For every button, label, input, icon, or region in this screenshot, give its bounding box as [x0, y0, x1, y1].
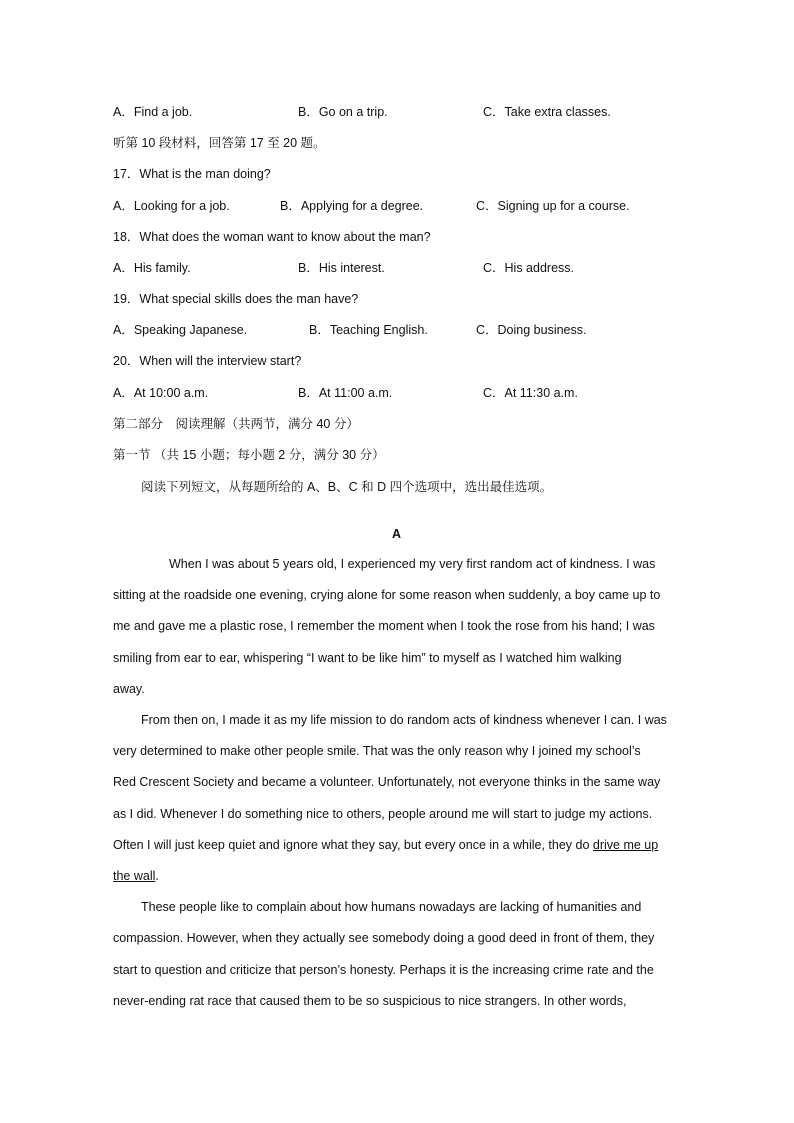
q18-stem: 18．What does the woman want to know about the man? — [113, 230, 431, 244]
q19-option-a: A．Speaking Japanese. — [113, 323, 248, 337]
p2-line-3: Red Crescent Society and became a volunteer. Unfortunately, not everyone thinks in the same way — [113, 775, 661, 790]
p2-line-1: From then on, I made it as my life mission to do random acts of kindness whenever I can. I was — [141, 713, 667, 728]
q20-option-a: A．At 10:00 a.m. — [113, 386, 209, 400]
p1-line-2: sitting at the roadside one evening, crying alone for some reason when suddenly, a boy came up to — [113, 588, 661, 603]
p1-line-1: When I was about 5 years old, I experienced my very first random act of kindness. I was — [169, 557, 656, 571]
p1-line-5: away. — [113, 681, 145, 696]
q18-option-b: B．His interest. — [298, 261, 385, 275]
passage-a-body — [113, 549, 681, 1017]
p3-line-2: compassion. However, when they actually see somebody doing a good deed in front of them, they — [113, 931, 655, 946]
q20-option-b: B．At 11:00 a.m. — [298, 386, 393, 400]
q16-option-b: B．Go on a trip. — [298, 105, 388, 119]
q19-stem: 19．What special skills does the man have? — [113, 292, 359, 306]
p2-line-5 — [113, 830, 681, 861]
q16-option-a: A．Find a job. — [113, 105, 193, 119]
passage-label: A — [392, 527, 402, 541]
p2-line-2: very determined to make other people smile. That was the only reason why I joined my school’s — [113, 744, 641, 759]
q17-stem: 17．What is the man doing? — [113, 167, 271, 181]
p2-line-5-text: Often I will just keep quiet and ignore what they say, but every once in a while, they do — [113, 837, 593, 852]
reading-instruction: 阅读下列短文，从每题所给的 A、B、C 和 D 四个选项中，选出最佳选项。 — [141, 480, 553, 494]
q18-option-a: A．His family. — [113, 261, 191, 275]
q20-stem: 20．When will the interview start? — [113, 354, 302, 368]
q19-option-c: C．Doing business. — [476, 323, 587, 337]
q19-option-b: B．Teaching English. — [309, 323, 428, 337]
q17-option-b: B．Applying for a degree. — [280, 199, 424, 213]
p2-line-4: as I did. Whenever I do something nice to others, people around me will start to judge my actions. — [113, 806, 653, 821]
p3-line-1: These people like to complain about how humans nowadays are lacking of humanities and — [141, 900, 642, 915]
q18-option-c: C．His address. — [483, 261, 574, 275]
q17-option-a: A．Looking for a job. — [113, 199, 230, 213]
section1-title: 第一节 （共 15 小题；每小题 2 分，满分 30 分） — [113, 448, 385, 462]
p1-line-3: me and gave me a plastic rose, I remember the moment when I took the rose from his hand; I was — [113, 619, 655, 634]
p1-line-4: smiling from ear to ear, whispering “I want to be like him” to myself as I watched him walking — [113, 650, 622, 665]
p2-line-6 — [113, 861, 681, 892]
underlined-phrase-part2: the wall — [113, 869, 156, 884]
p3-line-3: start to question and criticize that person’s honesty. Perhaps it is the increasing crime rate and the — [113, 962, 654, 977]
underlined-phrase-part1: drive me up — [592, 837, 659, 852]
q16-option-c: C．Take extra classes. — [483, 105, 611, 119]
q20-option-c: C．At 11:30 a.m. — [483, 386, 578, 400]
q17-option-c: C．Signing up for a course. — [476, 199, 630, 213]
p3-line-4: never-ending rat race that caused them to be so suspicious to nice strangers. In other words, — [113, 993, 627, 1008]
part2-title: 第二部分 阅读理解（共两节，满分 40 分） — [113, 417, 359, 431]
section10-intro: 听第 10 段材料，回答第 17 至 20 题。 — [113, 136, 326, 150]
p2-end-period: . — [155, 869, 159, 884]
